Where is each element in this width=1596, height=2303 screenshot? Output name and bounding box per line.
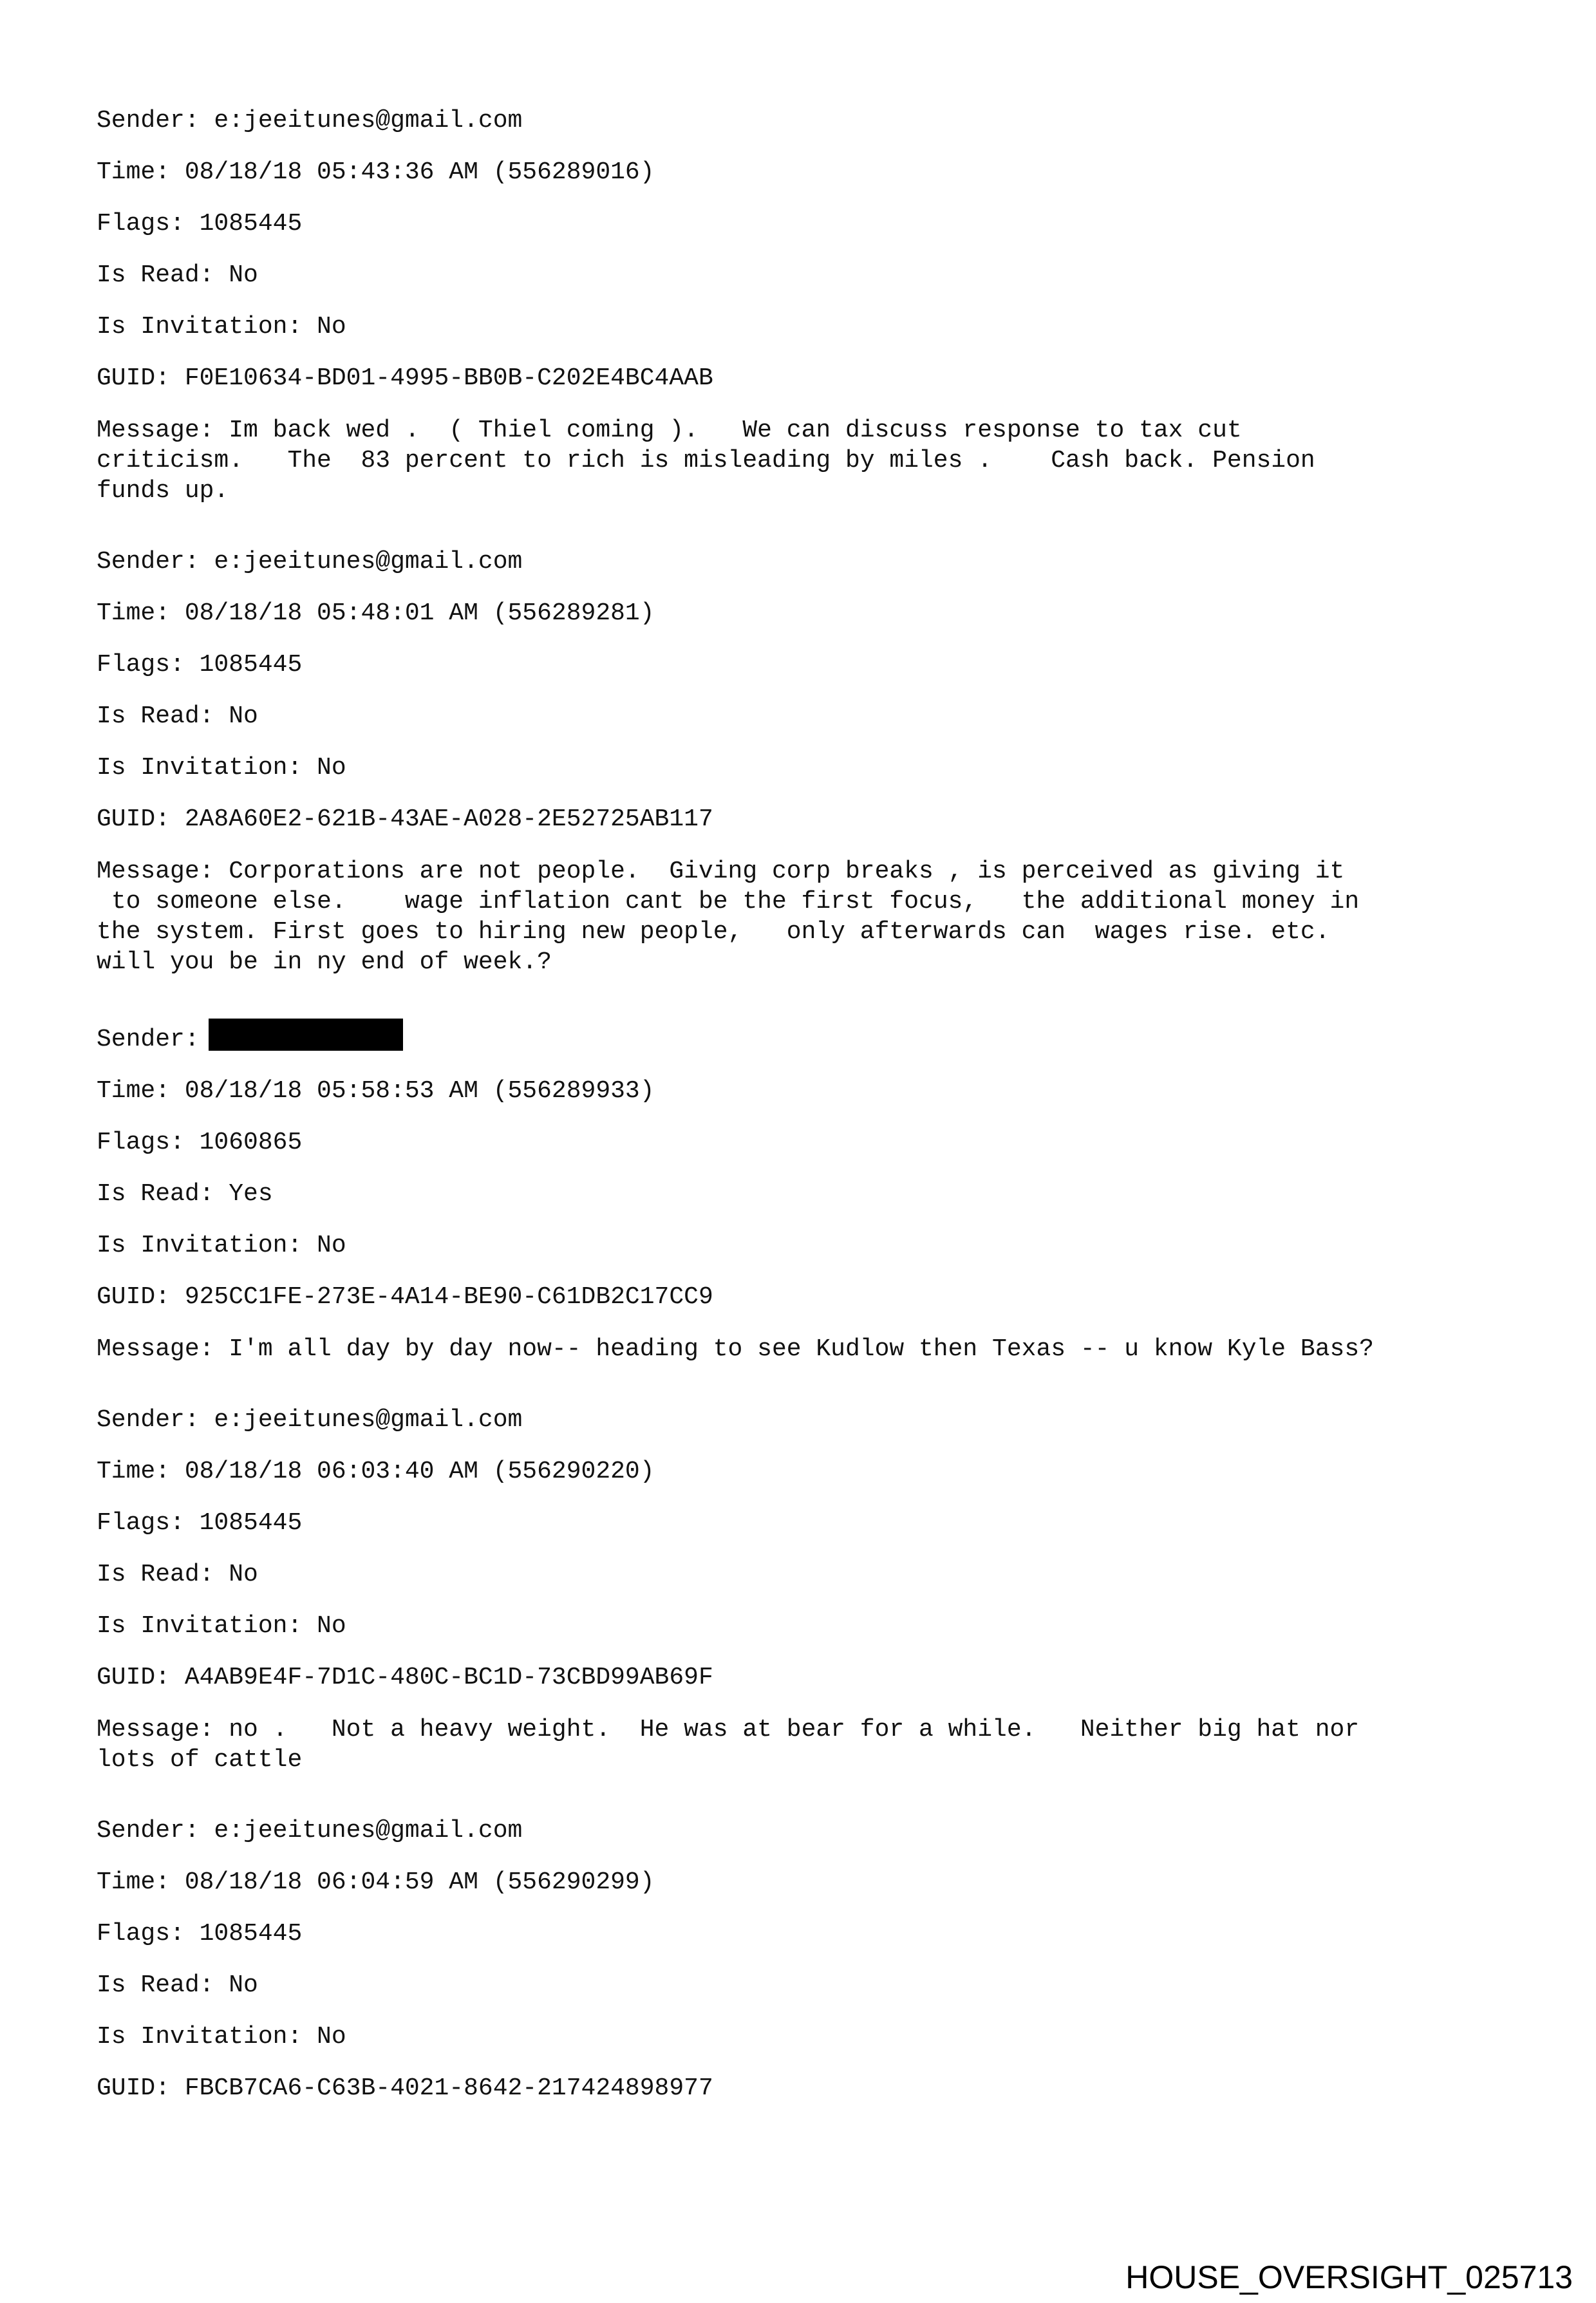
message-text: Message: no . Not a heavy weight. He was at bear for a while. Neither big hat nor lots of cattle: [97, 1716, 1360, 1774]
sender-line: Sender: e:jeeitunes@gmail.com: [97, 1817, 523, 1845]
sender-line: Sender: e:jeeitunes@gmail.com: [97, 107, 523, 135]
time-line: Time: 08/18/18 06:03:40 AM (556290220): [97, 1458, 655, 1485]
is-invitation-line: Is Invitation: No: [97, 2023, 346, 2051]
time-line: Time: 08/18/18 05:48:01 AM (556289281): [97, 599, 655, 627]
guid-line: GUID: 2A8A60E2-621B-43AE-A028-2E52725AB117: [97, 805, 713, 833]
is-read-line: Is Read: No: [97, 261, 258, 289]
time-line: Time: 08/18/18 05:58:53 AM (556289933): [97, 1077, 655, 1105]
message-log: [97, 106, 1526, 2125]
message-text: Message: Corporations are not people. Giving corp breaks , is perceived as giving it to someone else. wage inflation cant be the first focus, the additional money in the system. First goes to hiring new people, only afterwards can wages rise. etc. will you be in ny end of week.?: [97, 858, 1360, 976]
message-text: Message: Im back wed . ( Thiel coming ). We can discuss response to tax cut criticism. The 83 percent to rich is misleading by miles . Cash back. Pension funds up.: [97, 417, 1315, 505]
redaction-block: [209, 1019, 403, 1051]
flags-line: Flags: 1085445: [97, 651, 303, 679]
is-read-line: Is Read: No: [97, 702, 258, 730]
message-record: [97, 547, 1526, 977]
message-record: [97, 1019, 1526, 1364]
time-line: Time: 08/18/18 06:04:59 AM (556290299): [97, 1868, 655, 1896]
message-record: [97, 1405, 1526, 1775]
guid-line: GUID: A4AB9E4F-7D1C-480C-BC1D-73CBD99AB69F: [97, 1664, 713, 1691]
is-read-line: Is Read: No: [97, 1561, 258, 1588]
flags-line: Flags: 1085445: [97, 1920, 303, 1948]
guid-line: GUID: 925CC1FE-273E-4A14-BE90-C61DB2C17CC9: [97, 1283, 713, 1311]
time-line: Time: 08/18/18 05:43:36 AM (556289016): [97, 158, 655, 186]
is-invitation-line: Is Invitation: No: [97, 754, 346, 782]
sender-line: Sender: e:jeeitunes@gmail.com: [97, 548, 523, 576]
guid-line: GUID: F0E10634-BD01-4995-BB0B-C202E4BC4AAB: [97, 364, 713, 392]
is-read-line: Is Read: No: [97, 1971, 258, 1999]
message-record: [97, 106, 1526, 506]
sender-label: Sender:: [97, 1026, 200, 1053]
sender-line: [97, 1019, 1526, 1055]
flags-line: Flags: 1085445: [97, 210, 303, 238]
is-invitation-line: Is Invitation: No: [97, 1612, 346, 1640]
message-record: [97, 1816, 1526, 2103]
is-invitation-line: Is Invitation: No: [97, 1232, 346, 1259]
bates-number: HOUSE_OVERSIGHT_025713: [1125, 2259, 1573, 2295]
flags-line: Flags: 1060865: [97, 1129, 303, 1156]
is-read-line: Is Read: Yes: [97, 1180, 273, 1208]
message-text: Message: I'm all day by day now-- heading to see Kudlow then Texas -- u know Kyle Bass?: [97, 1335, 1374, 1363]
sender-line: Sender: e:jeeitunes@gmail.com: [97, 1406, 523, 1434]
is-invitation-line: Is Invitation: No: [97, 313, 346, 341]
flags-line: Flags: 1085445: [97, 1509, 303, 1537]
guid-line: GUID: FBCB7CA6-C63B-4021-8642-217424898977: [97, 2074, 713, 2102]
